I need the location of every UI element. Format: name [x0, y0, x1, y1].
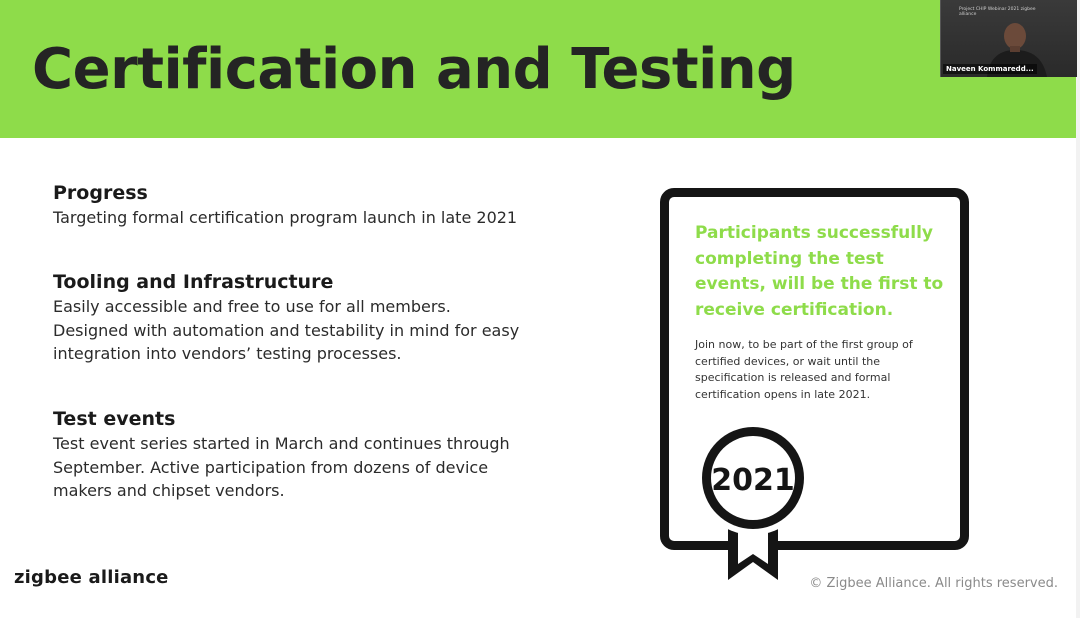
section-progress [53, 180, 553, 230]
badge-year: 2021 [711, 463, 795, 498]
section-heading: Progress [53, 182, 148, 204]
participant-name: Naveen Kommaredd... [943, 64, 1037, 74]
webcam-thumbnail[interactable] [940, 0, 1077, 77]
zigbee-alliance-logo: zigbee alliance [14, 567, 169, 588]
certification-badge-icon [692, 418, 814, 583]
copyright-text: © Zigbee Alliance. All rights reserved. [809, 576, 1058, 591]
webcam-caption: Project CHIP Webinar 2021 zigbee alliance [959, 7, 1036, 17]
slide-title: Certification and Testing [32, 37, 796, 102]
section-heading: Tooling and Infrastructure [53, 271, 334, 293]
section-body: Easily accessible and free to use for all members. Designed with automation and testability in mind for easy integration into vendors’ testing processes. [53, 297, 520, 363]
section-test-events [53, 406, 538, 503]
card-body: Join now, to be part of the first group of certified devices, or wait until the specification is released and formal certification opens in late 2021. [695, 338, 913, 401]
title-banner [0, 0, 1076, 138]
slide-edge [1076, 0, 1080, 618]
section-heading: Test events [53, 408, 176, 430]
section-body: Test event series started in March and continues through September. Active participation from dozens of device makers and chipset vendors. [53, 434, 510, 500]
card-headline: Participants successfully completing the test events, will be the first to receive certification. [695, 223, 944, 320]
section-body: Targeting formal certification program launch in late 2021 [53, 208, 518, 227]
section-tooling [53, 269, 523, 366]
